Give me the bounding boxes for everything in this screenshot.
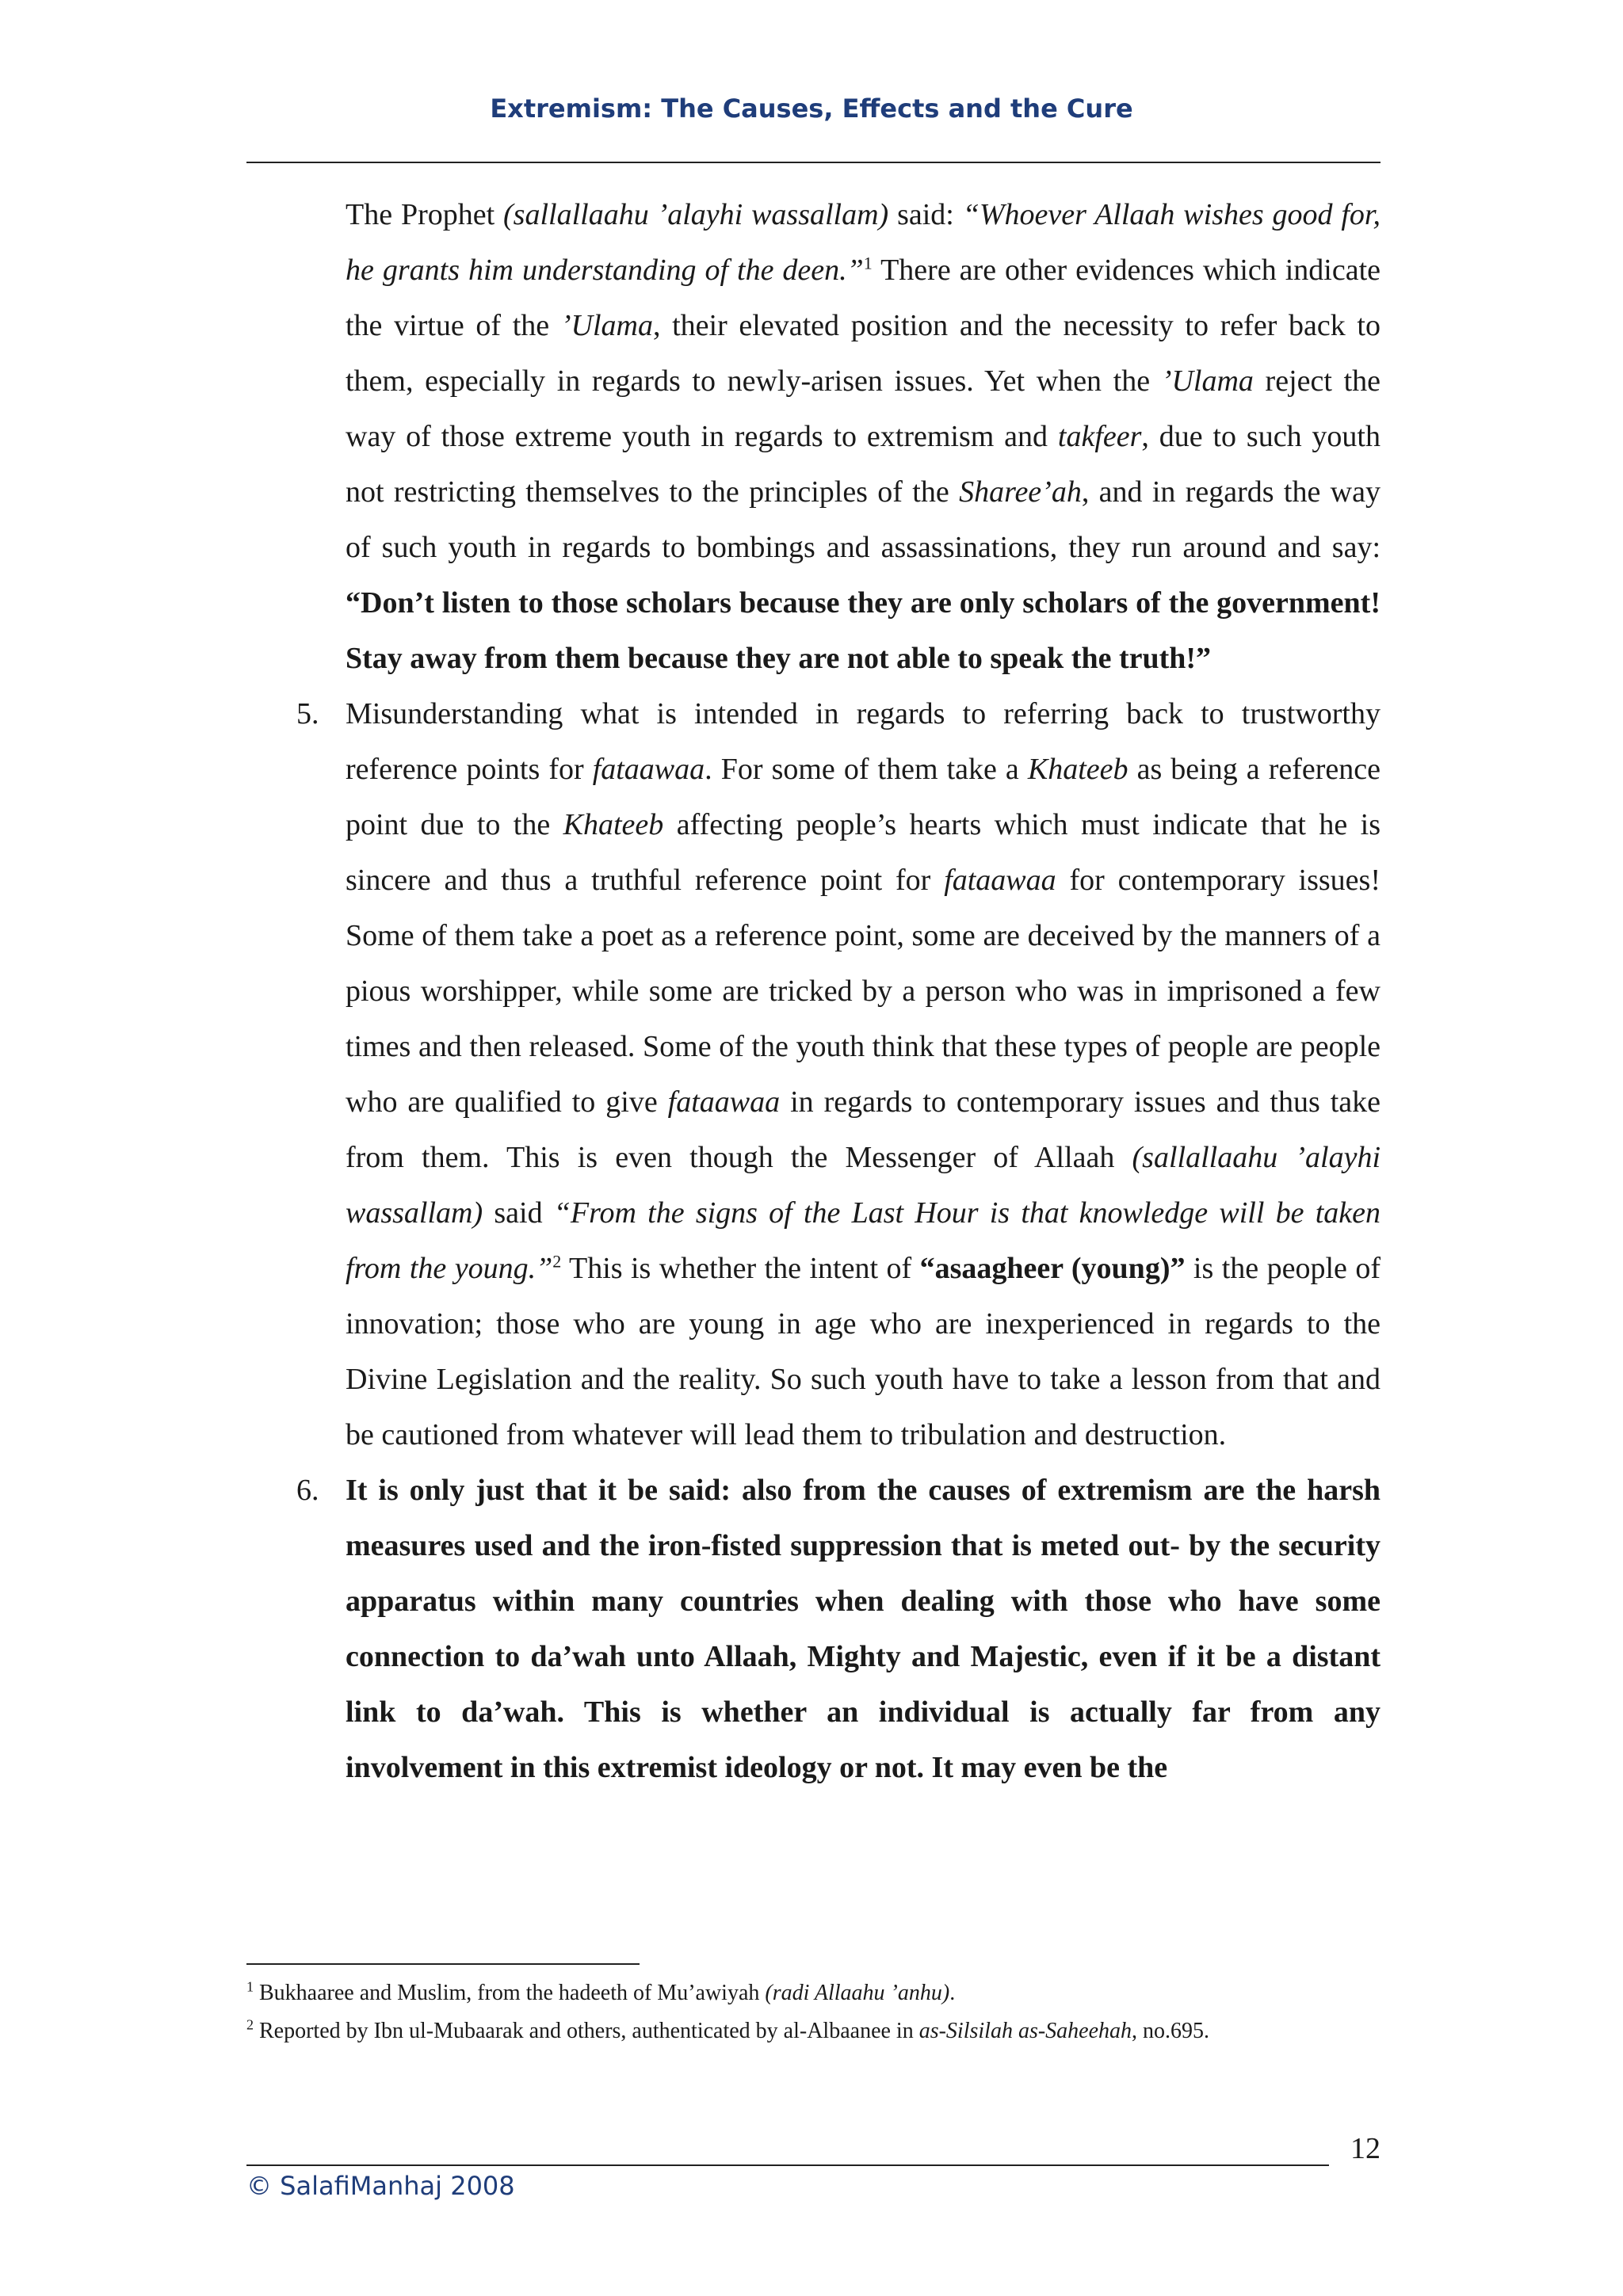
hadith-quote: “Whoever Allaah wishes good for, he grants him understanding of the deen.” xyxy=(346,198,1381,287)
footnotes xyxy=(246,1974,1381,2050)
text-run: said: xyxy=(888,198,963,231)
text-run: in regards to contemporary issues and thus take from them. This is even though the Messenger of Allaah xyxy=(346,1085,1381,1174)
text-run: “asaagheer (young)” xyxy=(919,1252,1186,1285)
text-run: fataawaa xyxy=(667,1085,781,1119)
text-run: Khateeb xyxy=(1027,753,1128,786)
text-run: Sharee’ah xyxy=(959,475,1082,509)
text-run: as being a reference point due to the xyxy=(346,753,1381,841)
text-run: , their elevated position and the necessity to refer back to them, especially in regards to newly-arisen issues. Yet when the xyxy=(346,309,1381,398)
intro-paragraph xyxy=(346,187,1381,686)
footnote-text: , no.695. xyxy=(1132,2019,1210,2043)
text-run: It is only just that it be said: also from the causes of extremism are the harsh measures used and the iron-fisted suppression that is meted out- by the security apparatus within many countries when dealing with those who have some connection to da’wah unto Allaah, Mighty and Majestic, even if it be a distant link to da’wah. This is whether an individual is actually far from any involvement in this extremist ideology or not. It may even be the xyxy=(346,1474,1381,1784)
text-run: ’Ulama xyxy=(1161,364,1254,398)
text-run: Khateeb xyxy=(563,808,664,841)
text-run: The Prophet xyxy=(346,198,504,231)
text-run: fataawaa xyxy=(944,864,1056,897)
footnote-text: as-Silsilah as-Saheehah xyxy=(918,2019,1132,2043)
text-run: is the people of innovation; those who are young in age who are inexperienced in regards to the Divine Legislation and the reality. So such youth have to take a lesson from that and be cautioned from whatever will lead them to tribulation and destruction. xyxy=(346,1252,1381,1451)
footnote-2 xyxy=(246,2012,1381,2050)
text-run: . For some of them take a xyxy=(705,753,1028,786)
list-number: 6. xyxy=(296,1474,319,1507)
footnote-text: Bukhaaree and Muslim, from the hadeeth of Mu’awiyah xyxy=(254,1981,766,2005)
text-run: This is whether the intent of xyxy=(561,1252,920,1285)
main-text xyxy=(296,187,1381,1795)
footnote-1 xyxy=(246,1974,1381,2012)
footnote-ref-2[interactable]: 2 xyxy=(552,1251,562,1272)
text-run: ’Ulama xyxy=(560,309,653,342)
text-run: said xyxy=(483,1196,554,1230)
text-run: for contemporary issues! Some of them take a poet as a reference point, some are deceived by the manners of a pious worshipper, while some are tricked by a person who was in imprisoned a few times and then released. Some of the youth think that these types of people are people who are qualified to give xyxy=(346,864,1381,1119)
footer-divider xyxy=(246,2164,1329,2166)
text-run: Misunderstanding what is intended in regards to referring back to trustworthy reference points for xyxy=(346,697,1381,786)
text-run: reject the way of those extreme youth in regards to extremism and xyxy=(346,364,1381,453)
list-item-6 xyxy=(296,1463,1381,1795)
footnote-ref-1[interactable]: 1 xyxy=(863,253,873,273)
footnote-text: Reported by Ibn ul-Mubaarak and others, authenticated by al-Albaanee in xyxy=(254,2019,919,2043)
footnote-number: 1 xyxy=(246,1978,254,1995)
text-run: takfeer xyxy=(1057,420,1142,453)
hadith-quote: “From the signs of the Last Hour is that knowledge will be taken from the young.” xyxy=(346,1196,1381,1285)
text-run: , and in regards the way of such youth in regards to bombings and assassinations, they run around and say: xyxy=(346,475,1381,564)
list-item-5 xyxy=(296,686,1381,1463)
footnote-text: . xyxy=(949,1981,956,2005)
page-number: 12 xyxy=(1350,2132,1381,2165)
bold-quote: “Don’t listen to those scholars because they are only scholars of the government! Stay away from them because they are not able to speak the truth!” xyxy=(346,586,1381,675)
copyright-notice: © SalafiManhaj 2008 xyxy=(246,2171,515,2201)
footnote-divider xyxy=(246,1963,640,1965)
running-header-title: Extremism: The Causes, Effects and the Cure xyxy=(490,93,1133,124)
footnote-text: (radi Allaahu ’anhu) xyxy=(765,1981,950,2005)
text-run: (sallallaahu ’alayhi wassallam) xyxy=(503,198,889,231)
text-run: (sallallaahu ’alayhi wassallam) xyxy=(346,1141,1381,1230)
list-number: 5. xyxy=(296,697,319,730)
text-run: , due to such youth not restricting themselves to the principles of the xyxy=(346,420,1381,509)
text-run: fataawaa xyxy=(592,753,705,786)
text-run: affecting people’s hearts which must indicate that he is sincere and thus a truthful reference point for xyxy=(346,808,1381,897)
header-divider xyxy=(246,162,1381,163)
numbered-list xyxy=(296,686,1381,1795)
footnote-number: 2 xyxy=(246,2016,254,2033)
text-run: There are other evidences which indicate the virtue of the xyxy=(346,254,1381,342)
